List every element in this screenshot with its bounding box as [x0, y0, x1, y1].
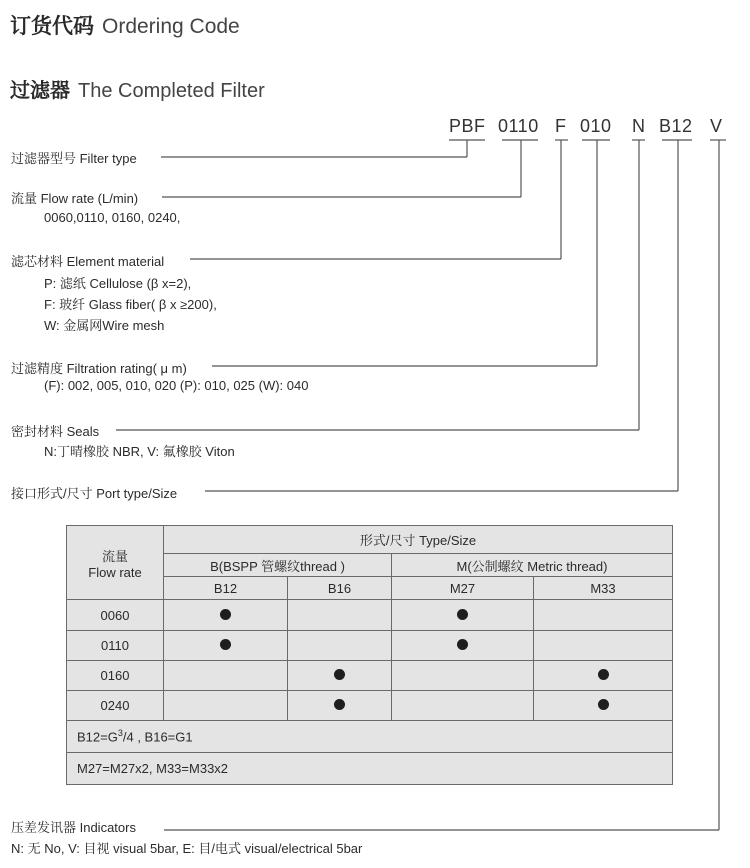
filtration-rating-values: (F): 002, 005, 010, 020 (P): 010, 025 (W): 040 [44, 378, 309, 393]
mark-cell [288, 661, 392, 691]
mark-cell [392, 691, 534, 721]
row-header-en: Flow rate [88, 564, 142, 580]
mark-cell [164, 600, 288, 631]
code-segment-indicator: V [710, 116, 723, 136]
availability-dot [598, 699, 609, 710]
availability-dot [220, 639, 231, 650]
availability-dot [598, 669, 609, 680]
mark-cell [534, 661, 673, 691]
thread-note-m: M27=M27x2, M33=M33x2 [67, 753, 673, 785]
material-option-f: F: 玻纤 Glass fiber( β x ≥200), [44, 297, 217, 312]
mark-cell [534, 691, 673, 721]
flow-cell: 0240 [67, 691, 164, 721]
indicators-values: N: 无 No, V: 目视 visual 5bar, E: 目/电式 visual/electrical 5bar [11, 841, 363, 856]
row-header-cell [67, 526, 164, 600]
mark-cell [534, 600, 673, 631]
group-metric: M(公制螺纹 Metric thread) [392, 554, 673, 577]
row-header-cn: 流量 [101, 548, 128, 564]
code-segment-series: PBF [449, 116, 486, 136]
subheading-cn: 过滤器 [10, 80, 70, 102]
note-b-sup: 3 [117, 728, 123, 739]
heading-en: Ordering Code [102, 15, 240, 38]
group-bspp: B(BSPP 管螺纹thread ) [164, 554, 392, 577]
mark-cell [288, 691, 392, 721]
note-b-rest: /4 , B16=G1 [122, 729, 193, 745]
label-filter-type: 过滤器型号 Filter type [11, 151, 137, 166]
mark-cell [392, 600, 534, 631]
label-flow-rate: 流量 Flow rate (L/min) [11, 191, 139, 206]
flow-rate-values: 0060,0110, 0160, 0240, [44, 210, 181, 225]
label-seals: 密封材料 Seals [11, 424, 100, 439]
col-m27: M27 [392, 577, 534, 600]
table-row [67, 600, 673, 631]
table-row [67, 691, 673, 721]
thread-note-b [67, 721, 673, 753]
note-b-prefix: B12=G [77, 729, 118, 745]
table-row [67, 661, 673, 691]
table-row [67, 631, 673, 661]
mark-cell [392, 631, 534, 661]
flow-cell: 0060 [67, 600, 164, 631]
code-segment-rating: 010 [580, 116, 612, 136]
col-b12: B12 [164, 577, 288, 600]
availability-dot [220, 609, 231, 620]
mark-cell [288, 631, 392, 661]
code-segment-port: B12 [659, 116, 693, 136]
mark-cell [534, 631, 673, 661]
availability-dot [334, 699, 345, 710]
label-filtration-rating: 过滤精度 Filtration rating( μ m) [11, 361, 187, 376]
code-segment-seals: N [632, 116, 646, 136]
code-segment-material: F [555, 116, 567, 136]
label-element-material: 滤芯材料 Element material [11, 254, 165, 269]
mark-cell [164, 661, 288, 691]
col-b16: B16 [288, 577, 392, 600]
label-indicators: 压差发讯器 Indicators [11, 820, 136, 835]
code-segment-flow: 0110 [498, 116, 539, 136]
mark-cell [164, 631, 288, 661]
seals-values: N:丁晴橡胶 NBR, V: 氟橡胶 Viton [44, 444, 235, 459]
availability-dot [457, 639, 468, 650]
heading-cn: 订货代码 [10, 15, 94, 38]
mark-cell [164, 691, 288, 721]
mark-cell [288, 600, 392, 631]
type-size-header: 形式/尺寸 Type/Size [164, 526, 673, 554]
material-option-p: P: 滤纸 Cellulose (β x=2), [44, 276, 192, 291]
flow-cell: 0110 [67, 631, 164, 661]
subheading-en: The Completed Filter [78, 80, 265, 102]
availability-dot [334, 669, 345, 680]
flow-cell: 0160 [67, 661, 164, 691]
col-m33: M33 [534, 577, 673, 600]
port-size-table [66, 525, 673, 785]
mark-cell [392, 661, 534, 691]
material-option-w: W: 金属网Wire mesh [44, 318, 165, 333]
label-port: 接口形式/尺寸 Port type/Size [11, 486, 178, 501]
availability-dot [457, 609, 468, 620]
